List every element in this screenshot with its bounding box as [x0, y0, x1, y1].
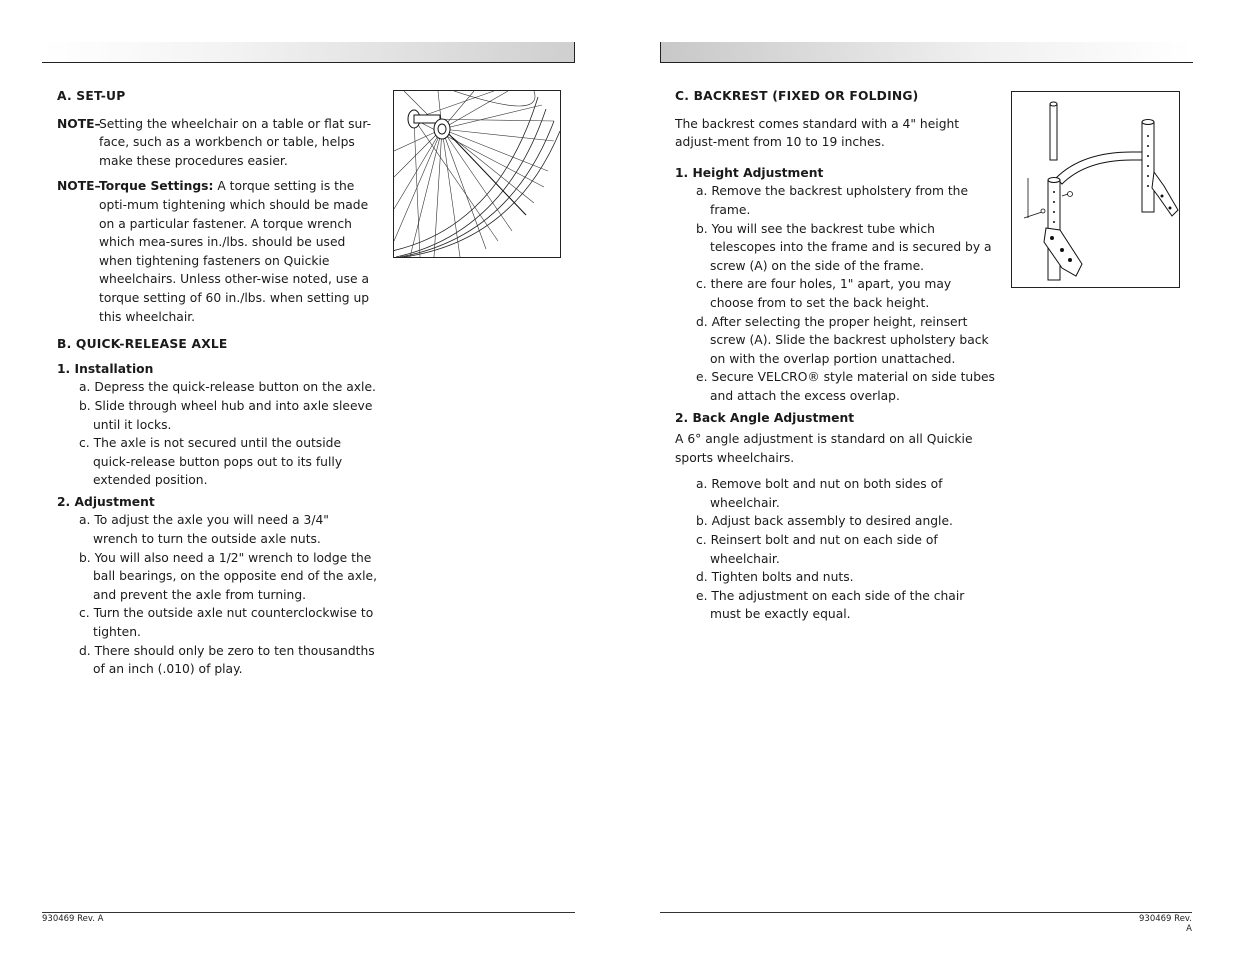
- backrest-frame-illustration-icon: [1012, 92, 1179, 287]
- wheel-hub-illustration-icon: [394, 91, 560, 257]
- list-item: e. Secure VELCRO® style material on side tubes and attach the excess overlap.: [696, 370, 995, 403]
- list-item: d. Tighten bolts and nuts.: [696, 570, 854, 585]
- list-item: b. Slide through wheel hub and into axle sleeve until it locks.: [79, 398, 373, 432]
- torque-text: A torque setting is the opti-mum tightening which should be made on a particular fastener. A torque wrench which mea-sures in./lbs. should be used when tightening fasteners on Quickie wheelchairs. Unless other-wise noted, use a torque setting of 60 in./lbs. when setting up this wheelchair.: [99, 179, 370, 324]
- installation-heading: 1. Installation: [57, 361, 154, 376]
- backrest-intro: The backrest comes standard with a 4" height adjust-ment from 10 to 19 inches.: [675, 116, 960, 150]
- height-adjustment-heading: 1. Height Adjustment: [675, 165, 824, 180]
- right-column: [675, 87, 997, 624]
- list-item: e. The adjustment on each side of the chair must be exactly equal.: [696, 588, 965, 622]
- list-item: d. After selecting the proper height, reinsert screw (A). Slide the backrest upholstery back on with the overlap portion unattached.: [696, 314, 989, 366]
- left-footer-rule: [42, 912, 575, 913]
- list-item: b. Adjust back assembly to desired angle.: [696, 514, 953, 529]
- back-angle-heading: 2. Back Angle Adjustment: [675, 410, 855, 425]
- back-angle-list: [696, 475, 986, 624]
- note-text: Setting the wheelchair on a table or flat sur-face, such as a workbench or table, helps make these procedures easier.: [99, 116, 372, 168]
- left-footer-text: 930469 Rev. A: [42, 914, 104, 924]
- list-item: b. You will also need a 1/2" wrench to lodge the ball bearings, on the opposite end of the axle, and prevent the axle from turning.: [79, 550, 378, 602]
- list-item: c. The axle is not secured until the outside quick-release button pops out to its fully extended position.: [79, 436, 343, 488]
- list-item: c. Turn the outside axle nut counterclockwise to tighten.: [79, 606, 374, 640]
- left-column: [57, 87, 377, 679]
- list-item: d. There should only be zero to ten thousandths of an inch (.010) of play.: [79, 643, 375, 677]
- list-item: b. You will see the backrest tube which telescopes into the frame and is secured by a screw (A) on the side of the frame.: [696, 221, 992, 273]
- adjustment-heading: 2. Adjustment: [57, 494, 155, 509]
- note-label: NOTE–: [57, 116, 101, 131]
- section-b-heading: B. QUICK-RELEASE AXLE: [57, 337, 228, 352]
- list-item: a. Remove the backrest upholstery from the frame.: [696, 184, 969, 217]
- installation-list: [79, 378, 377, 490]
- back-angle-intro: A 6° angle adjustment is standard on all Quickie sports wheelchairs.: [675, 432, 973, 465]
- left-header-bar: [42, 42, 575, 63]
- note-setup: [57, 115, 377, 171]
- list-item: a. Remove bolt and nut on both sides of wheelchair.: [696, 477, 943, 510]
- list-item: a. Depress the quick-release button on the axle.: [79, 380, 376, 395]
- backrest-figure: [1011, 91, 1180, 288]
- torque-label: Torque Settings:: [99, 179, 214, 194]
- right-header-bar: [660, 42, 1193, 63]
- note-label: NOTE–: [57, 179, 101, 194]
- section-a-heading: A. SET-UP: [57, 89, 126, 103]
- list-item: c. Reinsert bolt and nut on each side of wheelchair.: [696, 533, 938, 566]
- right-footer-rule: [660, 912, 1192, 913]
- note-torque: [57, 177, 377, 326]
- wheel-figure: [393, 90, 561, 258]
- adjustment-list: [79, 511, 377, 678]
- right-footer-text: 930469 Rev. A: [1139, 914, 1192, 934]
- height-adjustment-list: [696, 182, 997, 405]
- list-item: a. To adjust the axle you will need a 3/4" wrench to turn the outside axle nuts.: [79, 513, 329, 547]
- list-item: c. there are four holes, 1" apart, you may choose from to set the back height.: [696, 277, 952, 310]
- section-c-heading: C. BACKREST (FIXED OR FOLDING): [675, 89, 919, 103]
